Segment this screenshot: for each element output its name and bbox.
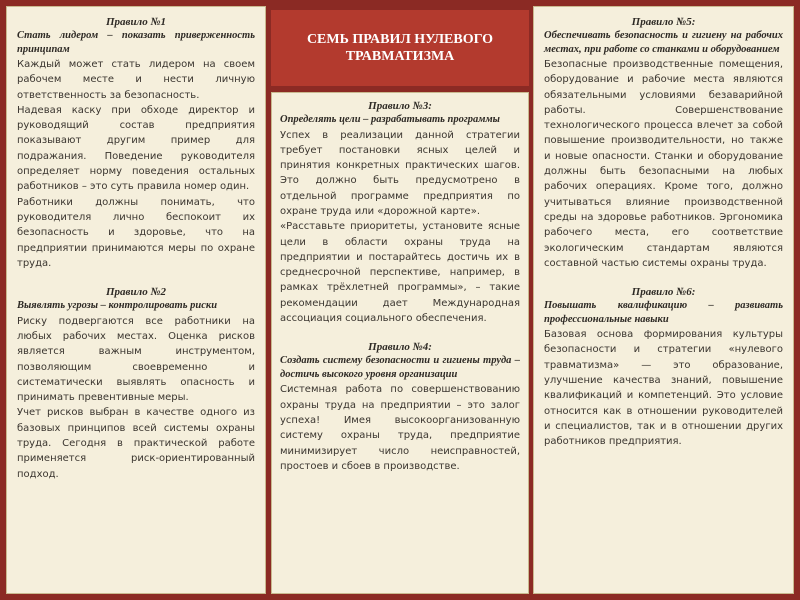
rules-column-left	[6, 6, 266, 594]
rule-2-subtitle: Выявлять угрозы – контролировать риски	[17, 300, 218, 312]
rule-6-subtitle: Повышать квалификацию – развивать профессиональные навыки	[544, 300, 783, 325]
rule-2-paragraph-2: Учет рисков выбран в качестве одного из базовых принципов всей системы охраны труда. Сегодня в практической работе применяется риск-ориентированный подход.	[17, 407, 255, 480]
rule-4-paragraph-1: Системная работа по совершенствованию охраны труда на предприятии – это залог успеха! Имея высокоорганизованную систему охраны труда, предприятие минимизирует число неисправностей, простоев и сбоев в производстве.	[280, 384, 520, 472]
page-title: СЕМЬ ПРАВИЛ НУЛЕВОГО ТРАВМАТИЗМА	[306, 32, 494, 64]
rule-1	[17, 15, 255, 271]
rule-6-title: Правило №6:	[631, 286, 696, 299]
rules-middle-panel	[271, 92, 529, 594]
rule-3	[280, 99, 520, 326]
rule-4-title: Правило №4:	[368, 341, 432, 354]
rule-2-title: Правило №2	[105, 286, 167, 299]
rule-3-paragraph-2: «Расставьте приоритеты, установите ясные цели в области охраны труда на предприятии и постарайтесь достичь их в среднесрочной перспективе, например, в рамках трёхлетней программы», – такие рекомендации дает Международная ассоциация социального обеспечения.	[280, 221, 520, 325]
rule-2-paragraph-1: Риску подвергаются все работники на любых рабочих местах. Оценка рисков является важным инструментом, позволяющим своевременно и систематически выявлять опасность и принимать превентивные меры.	[17, 315, 255, 404]
rule-1-paragraph-2: Надевая каску при обходе директор и руководящий состав предприятия показывают другим пример для подражания. Поведение руководителя определяет норму поведения остальных работников – это суть правила номер один.	[17, 104, 255, 193]
rules-column-middle	[271, 6, 529, 594]
rule-6-paragraph-1: Базовая основа формирования культуры безопасности и стратегии «нулевого травматизма» — это образование, улучшение качества знаний, повышение квалификаций и компетенций. Это условие относится как в отношении руководителей и специалистов, так и в отношении других работников предприятия.	[544, 329, 783, 448]
page-title-banner	[271, 10, 529, 86]
rules-column-right	[533, 6, 794, 594]
rule-1-title: Правило №1	[105, 16, 167, 28]
rule-5-subtitle: Обеспечивать безопасность и гигиену на рабочих местах, при работе со станками и оборудованием	[544, 30, 783, 55]
rule-3-paragraph-1: Успех в реализации данной стратегии требует постановки ясных целей и принятия конкретных практических шагов. Это должно быть предусмотрено в отдельной программе предприятия по охране труда или «дорожной карте».	[280, 129, 520, 217]
rule-3-subtitle: Определять цели – разрабатывать программы	[280, 114, 500, 125]
rule-4-subtitle: Создать систему безопасности и гигиены труда – достичь высокого уровня организации	[280, 355, 520, 380]
rule-2	[17, 285, 255, 482]
rule-3-title: Правило №3:	[368, 100, 432, 112]
rule-1-paragraph-3: Работники должны понимать, что руководителя лично беспокоит их безопасность и здоровье, что на предприятии принимаются меры по охране труда.	[17, 196, 255, 269]
rule-1-paragraph-1: Каждый может стать лидером на своем рабочем месте и нести личную ответственность за безопасность.	[17, 59, 255, 101]
rule-5	[544, 15, 783, 271]
rule-6	[544, 285, 783, 449]
rule-5-paragraph-1: Безопасные производственные помещения, оборудование и рабочие места являются обязательными условиями безаварийной работы. Совершенствование технологического процесса влечет за собой повышение производительности, но также и новые опасности. Станки и оборудование должны быть безопасными на любых рабочих операциях. Кроме того, должно учитываться влияние производственной среды на здоровье работников. Эргономика рабочего места, его соответствие экологическим стандартам являются составной частью системы охраны труда.	[544, 59, 783, 269]
rule-4	[280, 340, 520, 474]
rule-5-title: Правило №5:	[631, 16, 696, 28]
rule-1-subtitle: Стать лидером – показать приверженность принципам	[17, 30, 255, 55]
